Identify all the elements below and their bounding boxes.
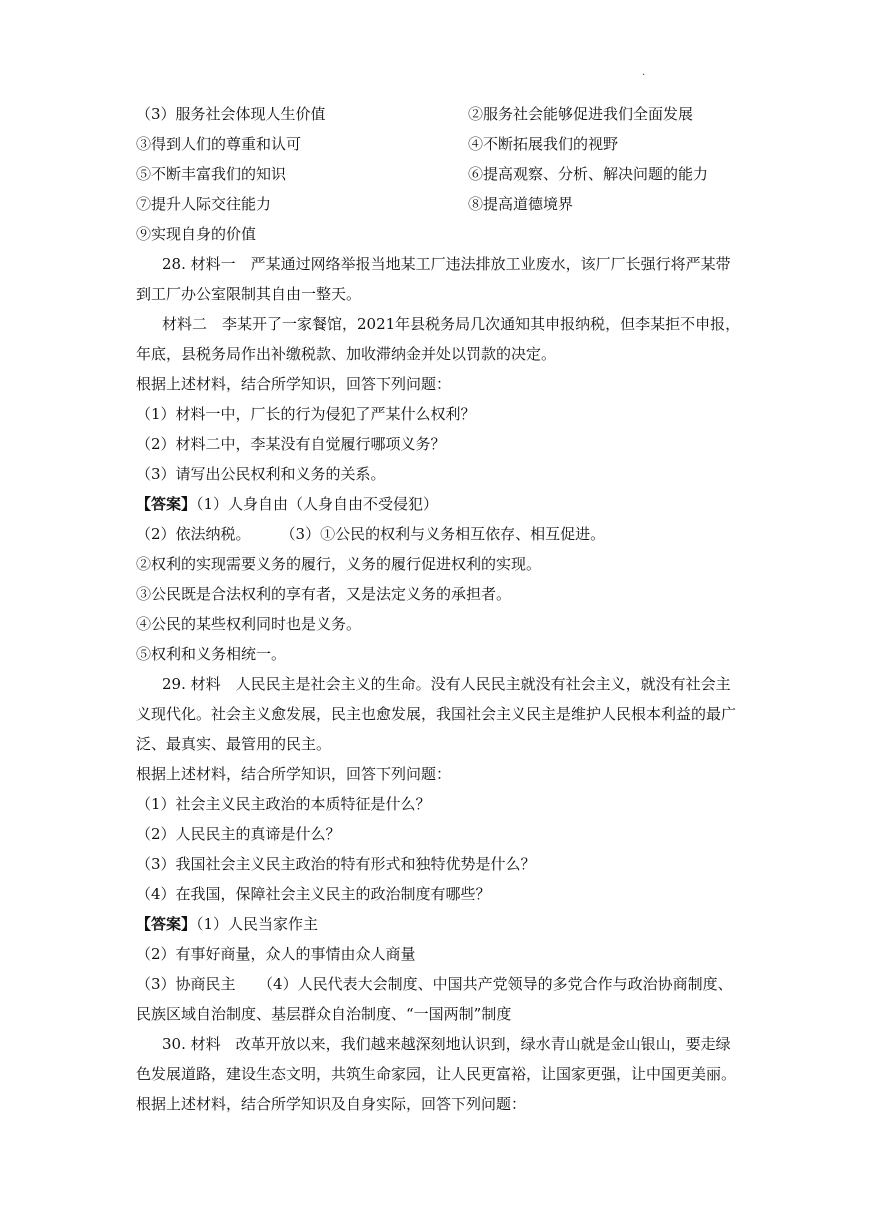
q29-material-cont-1: 义现代化。社会主义愈发展，民主也愈发展，我国社会主义民主是维护人民根本利益的最广 <box>136 705 737 723</box>
q28-prompt: 根据上述材料，结合所学知识，回答下列问题： <box>136 375 452 393</box>
q29-question-2: （2）人民民主的真谛是什么？ <box>136 825 341 843</box>
q29-answer-2: （2）有事好商量，众人的事情由众人商量 <box>136 945 416 963</box>
q28-material-2: 材料二 李某开了一家餐馆，2021年县税务局几次通知其申报纳税，但李某拒不申报， <box>162 315 741 333</box>
q29-material: 29. 材料 人民民主是社会主义的生命。没有人民民主就没有社会主义，就没有社会主 <box>162 675 731 693</box>
q29-answer-3: （3）协商民主 （4）人民代表大会制度、中国共产党领导的多党合作与政治协商制度、 <box>136 975 733 993</box>
q29-question-1: （1）社会主义民主政治的本质特征是什么？ <box>136 795 431 813</box>
option-2-right: ②服务社会能够促进我们全面发展 <box>468 105 694 123</box>
option-8: ⑧提高道德境界 <box>468 195 574 213</box>
option-7: ⑦提升人际交往能力 <box>136 195 272 213</box>
q28-answer-4: ③公民既是合法权利的享有者，又是法定义务的承担者。 <box>136 585 512 603</box>
option-3-left: （3）服务社会体现人生价值 <box>136 105 326 123</box>
q28-material-1-cont: 到工厂办公室限制其自由一整天。 <box>136 285 362 303</box>
q29-question-4: （4）在我国，保障社会主义民主的政治制度有哪些？ <box>136 885 491 903</box>
option-5: ⑤不断丰富我们的知识 <box>136 165 287 183</box>
q29-question-3: （3）我国社会主义民主政治的特有形式和独特优势是什么？ <box>136 855 536 873</box>
option-6: ⑥提高观察、分析、解决问题的能力 <box>468 165 709 183</box>
option-3-line: ③得到人们的尊重和认可 <box>136 135 302 153</box>
option-4: ④不断拓展我们的视野 <box>468 135 619 153</box>
option-9: ⑨实现自身的价值 <box>136 225 257 243</box>
q28-question-1: （1）材料一中，厂长的行为侵犯了严某什么权利？ <box>136 405 476 423</box>
q28-answer-3: ②权利的实现需要义务的履行，义务的履行促进权利的实现。 <box>136 555 542 573</box>
q30-material: 30. 材料 改革开放以来，我们越来越深刻地认识到，绿水青山就是金山银山，要走绿 <box>162 1035 731 1053</box>
q28-question-3: （3）请写出公民权利和义务的关系。 <box>136 465 386 483</box>
q28-answer-2: （2）依法纳税。 （3）①公民的权利与义务相互依存、相互促进。 <box>136 525 606 543</box>
q29-answer-1 <box>136 914 318 934</box>
q28-question-2: （2）材料二中，李某没有自觉履行哪项义务？ <box>136 435 446 453</box>
q30-prompt: 根据上述材料，结合所学知识及自身实际，回答下列问题： <box>136 1095 527 1113</box>
q29-answer-4: 民族区域自治制度、基层群众自治制度、“一国两制”制度 <box>136 1005 512 1023</box>
q28-answer-text: （1）人身自由（人身自由不受侵犯） <box>196 495 439 513</box>
q28-answer-5: ④公民的某些权利同时也是义务。 <box>136 615 362 633</box>
q30-material-cont: 色发展道路，建设生态文明，共筑生命家园，让人民更富裕，让国家更强，让中国更美丽。 <box>136 1065 737 1083</box>
q29-prompt: 根据上述材料，结合所学知识，回答下列问题： <box>136 765 452 783</box>
q29-material-cont-2: 泛、最真实、最管用的民主。 <box>136 735 332 753</box>
answer-label: 【答案】 <box>136 915 197 933</box>
q28-answer-6: ⑤权利和义务相统一。 <box>136 645 287 663</box>
q28-material-1: 28. 材料一 严某通过网络举报当地某工厂违法排放工业废水，该厂厂长强行将严某带 <box>162 255 731 273</box>
answer-label: 【答案】 <box>136 495 197 513</box>
q28-material-2-cont: 年底，县税务局作出补缴税款、加收滞纳金并处以罚款的决定。 <box>136 345 557 363</box>
q29-answer-text: （1）人民当家作主 <box>196 915 319 933</box>
q28-answer-1 <box>136 494 438 514</box>
header-mark: · <box>642 70 646 81</box>
